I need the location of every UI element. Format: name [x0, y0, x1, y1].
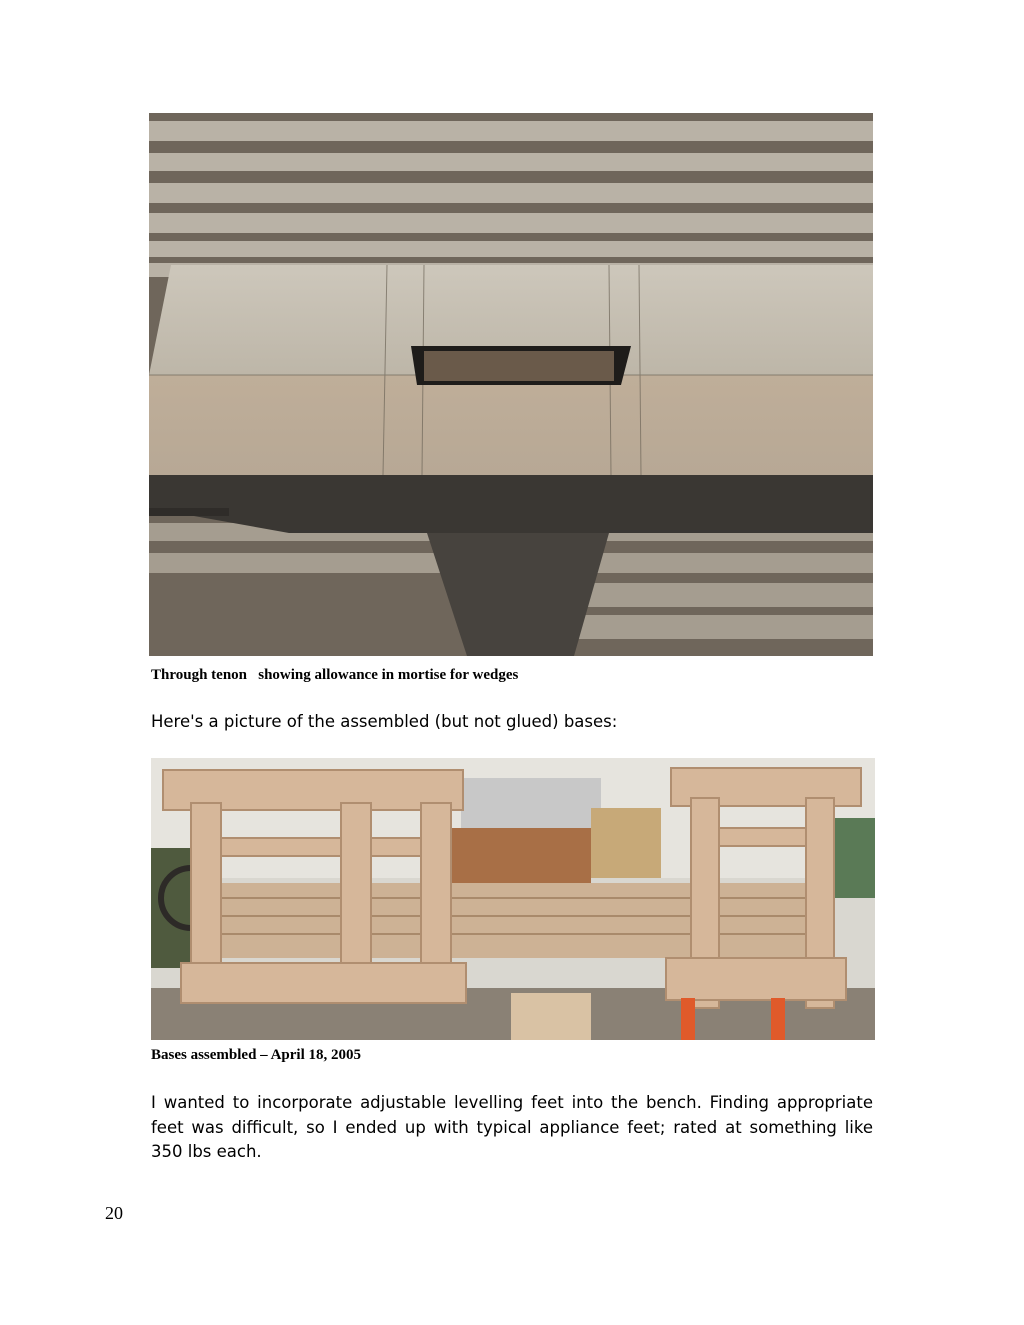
through-tenon-photo [149, 113, 873, 656]
bases-assembled-photo [151, 758, 875, 1040]
figure-caption-2: Bases assembled – April 18, 2005 [151, 1047, 362, 1063]
intro-paragraph: Here's a picture of the assembled (but not glued) bases: [151, 712, 618, 731]
figure-caption-1: Through tenon showing allowance in mortise for wedges [151, 667, 519, 683]
levelling-feet-paragraph: I wanted to incorporate adjustable levelling feet into the bench. Finding appropriate feet was difficult, so I ended up with typical appliance feet; rated at something like 350 lbs each. [151, 1093, 873, 1161]
page-number: 20 [105, 1203, 123, 1223]
